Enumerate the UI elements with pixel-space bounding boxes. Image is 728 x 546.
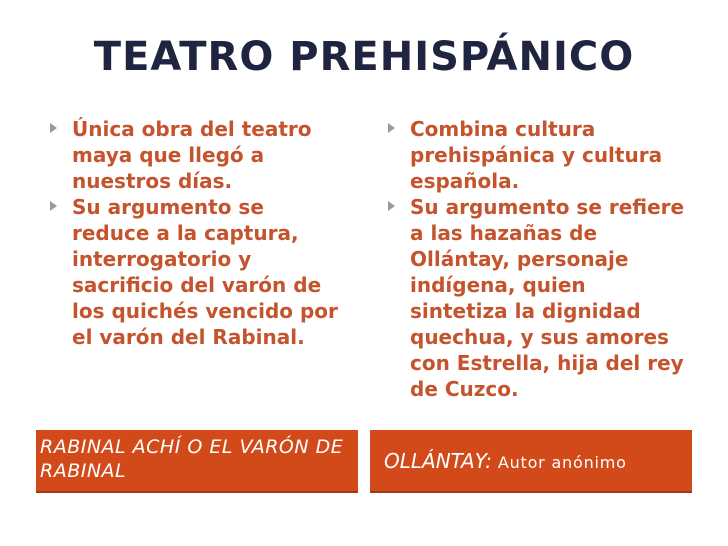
right-caption-rest: Autor anónimo (491, 453, 627, 472)
left-bullet-1 (48, 116, 343, 194)
right-caption-title: OLLÁNTAY: (384, 449, 492, 473)
left-column (48, 116, 343, 350)
right-bullet-1-text: Combina cultura prehispánica y cultura española. (410, 117, 663, 193)
right-bullet-1 (386, 116, 686, 194)
left-caption: RABINAL ACHÍ O EL VARÓN DE RABINAL (40, 436, 344, 482)
left-bullet-1-text: Única obra del teatro maya que llegó a nuestros días. (72, 117, 312, 193)
slide-title: TEATRO PREHISPÁNICO (93, 34, 635, 80)
bullet-arrow-icon (388, 123, 395, 133)
left-bullet-2-text: Su argumento se reduce a la captura, interrogatorio y sacrificio del varón de los quichés vencido por el varón del Rabinal. (72, 195, 338, 349)
bullet-arrow-icon (50, 123, 57, 133)
right-caption (384, 449, 627, 473)
left-bullet-2 (48, 194, 343, 350)
right-column (386, 116, 686, 402)
right-bullet-2 (386, 194, 686, 402)
left-caption-box (36, 430, 358, 493)
right-bullet-2-text: Su argumento se refiere a las hazañas de Ollántay, personaje indígena, quien sintetiza la dignidad quechua, y sus amores con Estrella, hija del rey de Cuzco. (410, 195, 685, 401)
bullet-arrow-icon (388, 201, 395, 211)
right-caption-box (370, 430, 692, 493)
bullet-arrow-icon (50, 201, 57, 211)
